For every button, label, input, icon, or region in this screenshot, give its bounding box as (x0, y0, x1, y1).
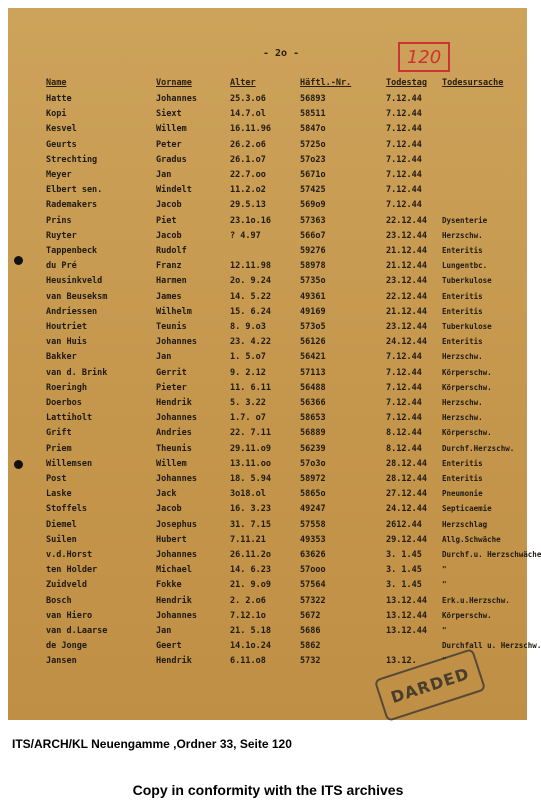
cell-vorname: Willem (156, 124, 187, 135)
cell-alter: 22. 7.11 (230, 428, 271, 439)
cell-vorname: James (156, 291, 182, 302)
cell-vorname: Siext (156, 109, 182, 120)
cell-name: Laske (46, 489, 72, 500)
cell-alter: 5. 3.22 (230, 398, 266, 408)
cell-nr: 57425 (300, 185, 326, 196)
cell-todestag: 7.12.44 (386, 94, 422, 104)
cell-vorname: Jacob (156, 230, 182, 241)
cell-alter: 26.11.2o (230, 550, 271, 560)
cell-todestag: 22.12.44 (386, 291, 427, 302)
cell-vorname: Wilhelm (156, 306, 192, 317)
cell-name: Lattiholt (46, 413, 93, 424)
table-row (8, 413, 527, 427)
cell-todestag: 23.12.44 (386, 276, 427, 287)
cell-ursache: " (442, 626, 447, 635)
cell-nr: 57o3o (300, 458, 326, 469)
cell-todestag: 21.12.44 (386, 246, 427, 256)
cell-vorname: Andries (156, 428, 192, 439)
cell-name: Hatte (46, 94, 72, 104)
cell-vorname: Hubert (156, 534, 187, 545)
cell-vorname: Hendrik (156, 595, 192, 606)
cell-name: Geurts (46, 139, 77, 150)
cell-nr: 5732 (300, 656, 321, 667)
cell-name: Ruyter (46, 230, 77, 241)
table-row (8, 428, 527, 442)
cell-name: Priem (46, 443, 72, 454)
cell-nr: 58972 (300, 474, 326, 484)
cell-alter: 14. 5.22 (230, 291, 271, 302)
cell-ursache: Enteritis (442, 246, 483, 255)
cell-todestag: 7.12.44 (386, 185, 422, 196)
cell-todestag: 29.12.44 (386, 534, 427, 545)
cell-ursache: Durchfall u. Herzschw. (442, 641, 541, 651)
cell-name: Willemsen (46, 458, 93, 469)
cell-ursache: Enteritis (442, 474, 483, 483)
cell-alter: 21. 9.o9 (230, 580, 271, 591)
cell-alter: 25.3.o6 (230, 94, 266, 104)
cell-name: Kesvel (46, 124, 77, 135)
cell-alter: 13.11.oo (230, 458, 271, 469)
header-todesursache: Todesursache (442, 78, 504, 88)
cell-vorname: Johannes (156, 413, 197, 424)
cell-ursache: " (442, 656, 447, 666)
cell-todestag: 24.12.44 (386, 337, 427, 348)
cell-name: van d.Laarse (46, 626, 108, 636)
cell-name: Elbert sen. (46, 185, 103, 196)
cell-vorname: Gerrit (156, 367, 187, 378)
cell-vorname: Peter (156, 139, 182, 150)
cell-ursache: Enteritis (442, 337, 483, 347)
cell-vorname: Gradus (156, 154, 187, 165)
table-row (8, 641, 541, 655)
cell-todestag: 7.12.44 (386, 352, 422, 363)
cell-todestag: 7.12.44 (386, 170, 422, 180)
cell-vorname: Jan (156, 626, 172, 636)
cell-name: Rademakers (46, 200, 98, 211)
cell-name: Kopi (46, 109, 67, 120)
table-row (8, 596, 527, 610)
cell-name: van d. Brink (46, 367, 108, 378)
header-vorname: Vorname (156, 78, 192, 88)
cell-ursache: Septicaemie (442, 504, 492, 514)
cell-vorname: Johannes (156, 94, 197, 104)
cell-ursache: Enteritis (442, 291, 483, 301)
table-row (8, 535, 527, 549)
cell-alter: 18. 5.94 (230, 474, 271, 484)
cell-todestag: 24.12.44 (386, 504, 427, 515)
cell-ursache: Enteritis (442, 306, 483, 316)
header-todestag: Todestag (386, 78, 427, 88)
cell-vorname: Hendrik (156, 656, 192, 667)
cell-alter: 29.11.o9 (230, 443, 271, 454)
cell-alter: ? 4.97 (230, 230, 261, 241)
cell-nr: 57113 (300, 367, 326, 378)
cell-nr: 58511 (300, 109, 326, 120)
cell-vorname: Teunis (156, 322, 187, 332)
cell-alter: 1. 5.o7 (230, 352, 266, 363)
cell-ursache: Herzschw. (442, 230, 483, 240)
cell-ursache: Körperschw. (442, 367, 492, 377)
cell-vorname: Geert (156, 641, 182, 652)
cell-alter: 8. 9.o3 (230, 322, 266, 332)
cell-ursache: Körperschw. (442, 610, 492, 620)
cell-ursache: Lungentbc. (442, 261, 488, 271)
cell-ursache: Körperschw. (442, 382, 492, 392)
cell-nr: 5671o (300, 170, 326, 180)
cell-todestag: 7.12.44 (386, 200, 422, 211)
cell-alter: 23. 4.22 (230, 337, 271, 348)
table-row (8, 276, 527, 290)
cell-name: Roeringh (46, 382, 87, 393)
table-row (8, 200, 527, 214)
archive-reference: ITS/ARCH/KL Neuengamme ,Ordner 33, Seite 120 (12, 737, 292, 751)
cell-nr: 56126 (300, 337, 326, 348)
cell-nr: 57322 (300, 595, 326, 606)
cell-todestag: 27.12.44 (386, 489, 427, 500)
cell-name: v.d.Horst (46, 550, 93, 560)
cell-nr: 49361 (300, 291, 326, 302)
table-row (8, 94, 527, 108)
cell-todestag: 3. 1.45 (386, 580, 422, 591)
cell-nr: 57558 (300, 519, 326, 530)
table-row (8, 231, 527, 245)
cell-alter: 16.11.96 (230, 124, 271, 135)
table-row (8, 565, 527, 579)
cell-nr: 56421 (300, 352, 326, 363)
cell-todestag: 8.12.44 (386, 428, 422, 439)
cell-vorname: Jack (156, 489, 177, 500)
cell-alter: 3o18.ol (230, 489, 266, 500)
cell-name: Bakker (46, 352, 77, 363)
table-row (8, 626, 527, 640)
cell-nr: 57564 (300, 580, 326, 591)
cell-alter: 21. 5.18 (230, 626, 271, 636)
cell-alter: 31. 7.15 (230, 519, 271, 530)
cell-todestag: 7.12.44 (386, 398, 422, 408)
cell-alter: 26.1.o7 (230, 154, 266, 165)
cell-name: Meyer (46, 170, 72, 180)
handwritten-page-number: 120 (398, 42, 450, 72)
cell-ursache: " (442, 565, 447, 575)
cell-name: de Jonge (46, 641, 87, 652)
cell-name: Doerbos (46, 398, 82, 408)
cell-vorname: Johannes (156, 337, 197, 348)
cell-vorname: Jacob (156, 200, 182, 211)
document-scan (8, 8, 541, 720)
cell-nr: 59276 (300, 246, 326, 256)
cell-alter: 29.5.13 (230, 200, 266, 211)
cell-nr: 58978 (300, 261, 326, 272)
cell-nr: 49247 (300, 504, 326, 515)
cell-nr: 56488 (300, 382, 326, 393)
table-row (8, 550, 541, 564)
cell-todestag: 13.12.44 (386, 610, 427, 621)
cell-name: van Beuseksm (46, 291, 108, 302)
cell-alter: 23.1o.16 (230, 215, 271, 226)
cell-name: Strechting (46, 154, 98, 165)
cell-todestag: 7.12.44 (386, 367, 422, 378)
table-row (8, 611, 527, 625)
cell-todestag: 21.12.44 (386, 261, 427, 272)
cell-nr: 56239 (300, 443, 326, 454)
header-alter: Alter (230, 78, 256, 88)
cell-nr: 56366 (300, 398, 326, 408)
cell-todestag: 7.12.44 (386, 413, 422, 424)
cell-todestag: 2612.44 (386, 519, 422, 530)
cell-vorname: Josephus (156, 519, 197, 530)
cell-vorname: Franz (156, 261, 182, 272)
table-row (8, 322, 527, 336)
table-row (8, 504, 527, 518)
cell-nr: 566o7 (300, 230, 326, 241)
table-row (8, 398, 527, 412)
cell-ursache: Durchf.u. Herzschwäche (442, 550, 541, 559)
cell-ursache: Herzschw. (442, 398, 483, 407)
cell-nr: 57o23 (300, 154, 326, 165)
table-row (8, 489, 527, 503)
cell-name: Diemel (46, 519, 77, 530)
cell-ursache: Allg.Schwäche (442, 534, 501, 544)
cell-nr: 5725o (300, 139, 326, 150)
cell-ursache: Erk.u.Herzschw. (442, 595, 510, 605)
cell-vorname: Rudolf (156, 246, 187, 256)
cell-alter: 22.7.oo (230, 170, 266, 180)
cell-todestag: 3. 1.45 (386, 565, 422, 576)
cell-todestag: 23.12.44 (386, 230, 427, 241)
table-row (8, 109, 527, 123)
table-row (8, 444, 527, 458)
cell-name: van Hiero (46, 610, 93, 621)
cell-nr: 49353 (300, 534, 326, 545)
cell-ursache: Herzschw. (442, 413, 483, 423)
cell-name: Andriessen (46, 306, 98, 317)
cell-alter: 7.11.21 (230, 534, 266, 545)
cell-ursache: " (442, 580, 447, 590)
cell-ursache: Enteritis (442, 458, 483, 468)
cell-name: Zuidveld (46, 580, 87, 591)
page-number: - 2o - (263, 48, 300, 59)
table-row (8, 459, 527, 473)
cell-todestag: 13.12.44 (386, 595, 427, 606)
cell-todestag: 22.12.44 (386, 215, 427, 226)
table-row (8, 520, 527, 534)
cell-todestag: 8.12.44 (386, 443, 422, 454)
cell-nr: 58653 (300, 413, 326, 424)
cell-name: Suilen (46, 534, 77, 545)
cell-vorname: Johannes (156, 610, 197, 621)
cell-alter: 11. 6.11 (230, 382, 271, 393)
cell-name: Bosch (46, 595, 72, 606)
cell-alter: 16. 3.23 (230, 504, 271, 515)
cell-ursache: Dysenterie (442, 215, 488, 225)
conformity-note: Copy in conformity with the ITS archives (132, 782, 404, 798)
table-row (8, 124, 527, 138)
cell-todestag: 21.12.44 (386, 306, 427, 317)
table-row (8, 261, 527, 275)
cell-ursache: Tuberkulose (442, 276, 492, 286)
table-row (8, 307, 527, 321)
cell-alter: 15. 6.24 (230, 306, 271, 317)
table-row (8, 155, 527, 169)
cell-ursache: Herzschlag (442, 519, 488, 529)
cell-nr: 573o5 (300, 322, 326, 332)
table-row (8, 580, 527, 594)
cell-nr: 56893 (300, 94, 326, 104)
cell-nr: 57ooo (300, 565, 326, 576)
table-row (8, 337, 527, 351)
cell-todestag: 28.12.44 (386, 474, 427, 484)
cell-nr: 5847o (300, 124, 326, 135)
cell-todestag: 13.12.44 (386, 626, 427, 636)
cell-alter: 9. 2.12 (230, 367, 266, 378)
cell-todestag: 7.12.44 (386, 382, 422, 393)
cell-name: Heusinkveld (46, 276, 103, 287)
cell-alter: 2. 2.o6 (230, 595, 266, 606)
cell-todestag: 23.12.44 (386, 322, 427, 332)
cell-nr: 56889 (300, 428, 326, 439)
cell-vorname: Theunis (156, 443, 192, 454)
cell-name: Grift (46, 428, 72, 439)
cell-vorname: Willem (156, 458, 187, 469)
table-row (8, 170, 527, 184)
cell-ursache: Durchf.Herzschw. (442, 443, 515, 453)
cell-name: van Huis (46, 337, 87, 348)
cell-name: Prins (46, 215, 72, 226)
cell-todestag: 7.12.44 (386, 154, 422, 165)
cell-alter: 2o. 9.24 (230, 276, 271, 287)
cell-alter: 12.11.98 (230, 261, 271, 272)
cell-vorname: Johannes (156, 474, 197, 484)
cell-vorname: Hendrik (156, 398, 192, 408)
cell-vorname: Jan (156, 170, 172, 180)
cell-alter: 7.12.1o (230, 610, 266, 621)
cell-alter: 26.2.o6 (230, 139, 266, 150)
table-row (8, 216, 527, 230)
cell-alter: 11.2.o2 (230, 185, 266, 196)
cell-ursache: Tuberkulose (442, 322, 492, 331)
table-row (8, 185, 527, 199)
cell-ursache: Körperschw. (442, 428, 492, 438)
table-row (8, 474, 527, 488)
cell-nr: 63626 (300, 550, 326, 560)
cell-nr: 5672 (300, 610, 321, 621)
cell-nr: 5735o (300, 276, 326, 287)
cell-name: Stoffels (46, 504, 87, 515)
cell-nr: 5865o (300, 489, 326, 500)
cell-nr: 57363 (300, 215, 326, 226)
table-row (8, 383, 527, 397)
cell-alter: 6.11.o8 (230, 656, 266, 667)
cell-alter: 14. 6.23 (230, 565, 271, 576)
cell-vorname: Fokke (156, 580, 182, 591)
cell-alter: 14.1o.24 (230, 641, 271, 652)
cell-alter: 14.7.ol (230, 109, 266, 120)
cell-vorname: Pieter (156, 382, 187, 393)
table-row (8, 246, 527, 260)
cell-todestag: 28.12.44 (386, 458, 427, 469)
cell-name: Houtriet (46, 322, 87, 332)
cell-alter: 1.7. o7 (230, 413, 266, 424)
cell-nr: 5862 (300, 641, 321, 652)
header-haeftl-nr: Häftl.-Nr. (300, 78, 352, 88)
cell-nr: 5686 (300, 626, 321, 636)
cell-vorname: Jacob (156, 504, 182, 515)
cell-name: du Pré (46, 261, 77, 272)
cell-vorname: Piet (156, 215, 177, 226)
cell-ursache: Herzschw. (442, 352, 483, 362)
cell-vorname: Jan (156, 352, 172, 363)
cell-name: Tappenbeck (46, 246, 98, 256)
cell-name: ten Holder (46, 565, 98, 576)
table-row (8, 140, 527, 154)
cell-nr: 569o9 (300, 200, 326, 211)
cell-nr: 49169 (300, 306, 326, 317)
cell-vorname: Michael (156, 565, 192, 576)
header-name: Name (46, 78, 67, 88)
cell-ursache: Pneumonie (442, 489, 483, 499)
table-row (8, 368, 527, 382)
cell-todestag: 7.12.44 (386, 124, 422, 135)
cell-todestag: 7.12.44 (386, 109, 422, 120)
cell-vorname: Johannes (156, 550, 197, 560)
cell-vorname: Harmen (156, 276, 187, 287)
table-row (8, 352, 527, 366)
table-row (8, 292, 527, 306)
cell-todestag: 7.12.44 (386, 139, 422, 150)
cell-name: Jansen (46, 656, 77, 667)
cell-todestag: 3. 1.45 (386, 550, 422, 560)
cell-vorname: Windelt (156, 185, 192, 196)
cell-name: Post (46, 474, 67, 484)
discarded-stamp: DARDED (374, 648, 487, 722)
cell-todestag: 13.12. (386, 656, 417, 667)
